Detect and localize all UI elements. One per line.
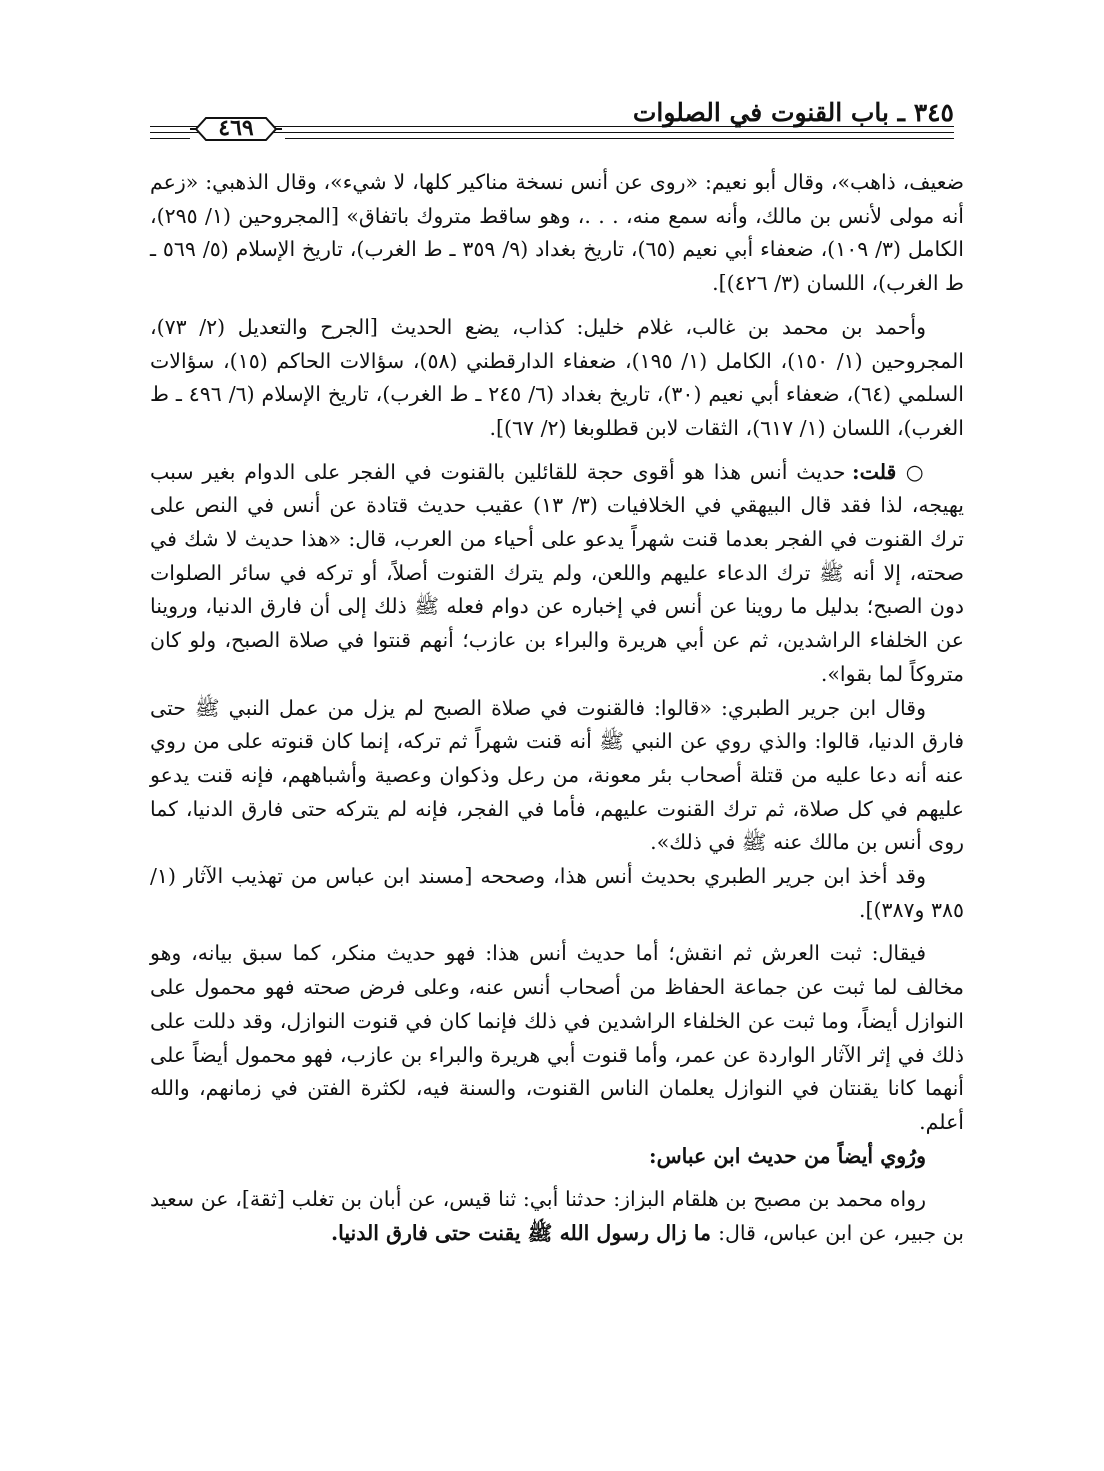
paragraph-1: ضعيف، ذاهب»، وقال أبو نعيم: «روى عن أنس نسخة مناكير كلها، لا شيء»، وقال الذهبي: «زعم أنه مولى لأنس بن مالك، وأنه سمع منه، . . .، وهو ساقط متروك باتفاق» [المجروحين (١/ ٢٩٥)، الكامل (٣/ ١٠٩)، ضعفاء أبي نعيم (٦٥)، تاريخ بغداد (٩/ ٣٥٩ ـ ط الغرب)، تاريخ الإسلام (٥/ ٥٦٩ ـ ط الغرب)، اللسان (٣/ ٤٢٦)]. (150, 170, 964, 296)
paragraph-3 (150, 456, 964, 692)
chapter-title: ٣٤٥ ـ باب القنوت في الصلوات (632, 98, 954, 127)
paragraph-5: وقد أخذ ابن جرير الطبري بحديث أنس هذا، وصححه [مسند ابن عباس من تهذيب الآثار (١/ ٣٨٥ و٣٨٧)]. (150, 864, 964, 922)
page-body (150, 166, 964, 1251)
paragraph-6: فيقال: ثبت العرش ثم انقش؛ أما حديث أنس هذا: فهو حديث منكر، كما سبق بيانه، وهو مخالف لما ثبت عن جماعة الحفاظ من أصحاب أنس عنه، وعلى فرض صحته فهو محمول على النوازل أيضاً، وما ثبت عن الخلفاء الراشدين في ذلك فإنما كان في قنوت النوازل، وقد دللت على ذلك في إثر الآثار الواردة عن عمر، وأما قنوت أبي هريرة والبراء بن عازب، فهو محمول أيضاً على أنهما كانا يقنتان في النوازل يعلمان الناس القنوت، والسنة فيه، لكثرة الفتن في زمانهم، والله أعلم. (150, 941, 964, 1134)
paragraph-7-text: رواه محمد بن مصبح بن هلقام البزاز: حدثنا أبي: ثنا قيس، عن أبان بن تغلب [ثقة]، عن سعيد بن جبير، عن ابن عباس، قال: (150, 1187, 964, 1246)
paragraph-3-lead: ○ قلت: (852, 459, 926, 484)
page-header (150, 96, 954, 142)
page-number: ٤٦٩ (218, 115, 254, 141)
section-subheading: ورُوي أيضاً من حديث ابن عباس: (649, 1143, 926, 1168)
page-number-badge (190, 114, 282, 144)
header-rule-bottom (285, 138, 954, 139)
paragraph-4: وقال ابن جرير الطبري: «قالوا: فالقنوت في صلاة الصبح لم يزل من عمل النبي ﷺ حتى فارق الدنيا، قالوا: والذي روي عن النبي ﷺ أنه قنت شهراً ثم تركه، إنما كان قنوته على من روي عنه أنه دعا عليه من قتلة أصحاب بئر معونة، من رعل وذكوان وعصية وأشباههم، فإنه قنت يدعو عليهم في كل صلاة، ثم ترك القنوت عليهم، فأما في الفجر، فإنه لم يتركه حتى فارق الدنيا، كما روى أنس بن مالك عنه ﷺ في ذلك». (150, 695, 964, 855)
header-rule-left (150, 138, 190, 139)
paragraph-7 (150, 1183, 964, 1250)
paragraph-7-hadith: ما زال رسول الله ﷺ يقنت حتى فارق الدنيا. (330, 1221, 719, 1246)
paragraph-3-text: حديث أنس هذا هو أقوى حجة للقائلين بالقنوت في الفجر على الدوام بغير سبب يهيجه، لذا فقد قال البيهقي في الخلافيات (٣/ ١٣) عقيب حديث قتادة عن أنس في النص على ترك القنوت في الفجر بعدما قنت شهراً يدعو على أحياء من العرب، قال: «هذا حديث لا شك في صحته، إلا أنه ﷺ ترك الدعاء عليهم واللعن، ولم يترك القنوت أصلاً، أو تركه في سائر الصلوات دون الصبح؛ بدليل ما روينا عن أنس في إخباره عن دوام فعله ﷺ ذلك إلى أن فارق الدنيا، وروينا عن الخلفاء الراشدين، ثم عن أبي هريرة والبراء بن عازب؛ أنهم قنتوا في صلاة الصبح، ولو كان متروكاً لما بقوا». (150, 459, 964, 686)
paragraph-2: وأحمد بن محمد بن غالب، غلام خليل: كذاب، يضع الحديث [الجرح والتعديل (٢/ ٧٣)، المجروحين (١/ ١٥٠)، الكامل (١/ ١٩٥)، ضعفاء الدارقطني (٥٨)، سؤالات الحاكم (١٥)، سؤالات السلمي (٦٤)، ضعفاء أبي نعيم (٣٠)، تاريخ بغداد (٦/ ٢٤٥ ـ ط الغرب)، تاريخ الإسلام (٦/ ٤٩٦ ـ ط الغرب)، اللسان (١/ ٦١٧)، الثقات لابن قطلوبغا (٢/ ٦٧)]. (150, 314, 964, 440)
